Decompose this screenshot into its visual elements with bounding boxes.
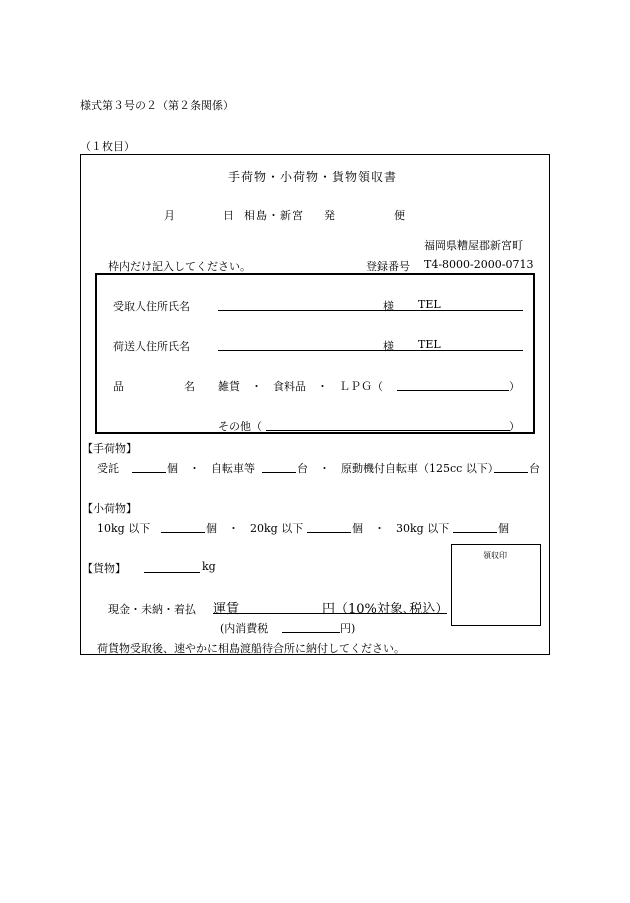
goods-close: ）	[509, 380, 520, 393]
issuer-address: 福岡県糟屋郡新宮町	[424, 239, 523, 252]
hand-item-1: 個 ・ 自転車等	[167, 462, 255, 475]
parcel-unit: 個	[498, 522, 509, 535]
day-label: 日	[223, 209, 234, 222]
sender-field[interactable]	[218, 350, 523, 351]
goods-label-a: 品	[113, 380, 124, 393]
registration-number: T4-8000-2000-0713	[424, 258, 534, 271]
parcel-30kg-field[interactable]	[453, 532, 497, 533]
tax-prefix: (内消費税	[220, 622, 269, 635]
parcel-20kg: 個 ・ 20kg 以下	[206, 522, 304, 535]
cargo-unit: kg	[202, 560, 216, 573]
bicycle-field[interactable]	[262, 472, 296, 473]
hand-item-3: 台	[529, 462, 540, 475]
recipient-label: 受取人住所氏名	[113, 300, 190, 313]
payment-methods: 現金・未納・着払	[108, 603, 196, 616]
goods-options: 雑貨 ・ 食料品 ・ ＬＰＧ（	[218, 380, 383, 393]
other-field[interactable]	[266, 430, 510, 431]
recipient-tel-label: TEL	[418, 298, 441, 311]
parcel-10kg-field[interactable]	[161, 532, 205, 533]
fare-label: 運賃	[213, 602, 240, 617]
tax-suffix: 円)	[340, 622, 356, 635]
lpg-field[interactable]	[397, 390, 509, 391]
footer-note: 荷貨物受取後、速やかに相島渡船待合所に納付してください。	[97, 642, 405, 655]
recipient-field[interactable]	[218, 310, 523, 311]
sender-tel-label: TEL	[418, 338, 441, 351]
instruction-text: 枠内だけ記入してください。	[108, 260, 251, 273]
sender-sama: 様	[383, 340, 394, 353]
flight-label: 便	[394, 209, 405, 222]
consign-label: 受託	[97, 462, 119, 475]
moped-field[interactable]	[494, 472, 528, 473]
other-close: ）	[509, 420, 520, 433]
depart-label: 発	[324, 209, 335, 222]
other-label: その他（	[218, 420, 262, 433]
sheet-number-label: （１枚目）	[80, 140, 135, 153]
hand-pieces-field[interactable]	[132, 472, 166, 473]
sender-label: 荷送人住所氏名	[113, 340, 190, 353]
month-label: 月	[164, 209, 175, 222]
cargo-weight-field[interactable]	[144, 572, 200, 573]
tax-field[interactable]	[282, 632, 340, 633]
hand-luggage-header: 【手荷物】	[82, 442, 137, 455]
recipient-sama: 様	[383, 300, 394, 313]
hand-item-2: 台 ・ 原動機付自転車（125cc 以下）	[297, 462, 499, 475]
parcel-30kg: 個 ・ 30kg 以下	[352, 522, 450, 535]
registration-label: 登録番号	[366, 260, 410, 273]
form-number-label: 様式第３号の２（第２条関係）	[80, 99, 234, 112]
receipt-title: 手荷物・小荷物・貨物領収書	[228, 170, 398, 184]
parcel-20kg-field[interactable]	[307, 532, 351, 533]
small-parcel-header: 【小荷物】	[82, 502, 137, 515]
goods-label-b: 名	[184, 380, 195, 393]
route-label: 相島・新宮	[244, 209, 304, 222]
cargo-header: 【貨物】	[82, 562, 126, 575]
parcel-10kg: 10kg 以下	[97, 522, 151, 535]
stamp-label: 領収印	[483, 551, 507, 560]
fare-yen-label: 円（10%対象､税込）	[322, 602, 449, 617]
